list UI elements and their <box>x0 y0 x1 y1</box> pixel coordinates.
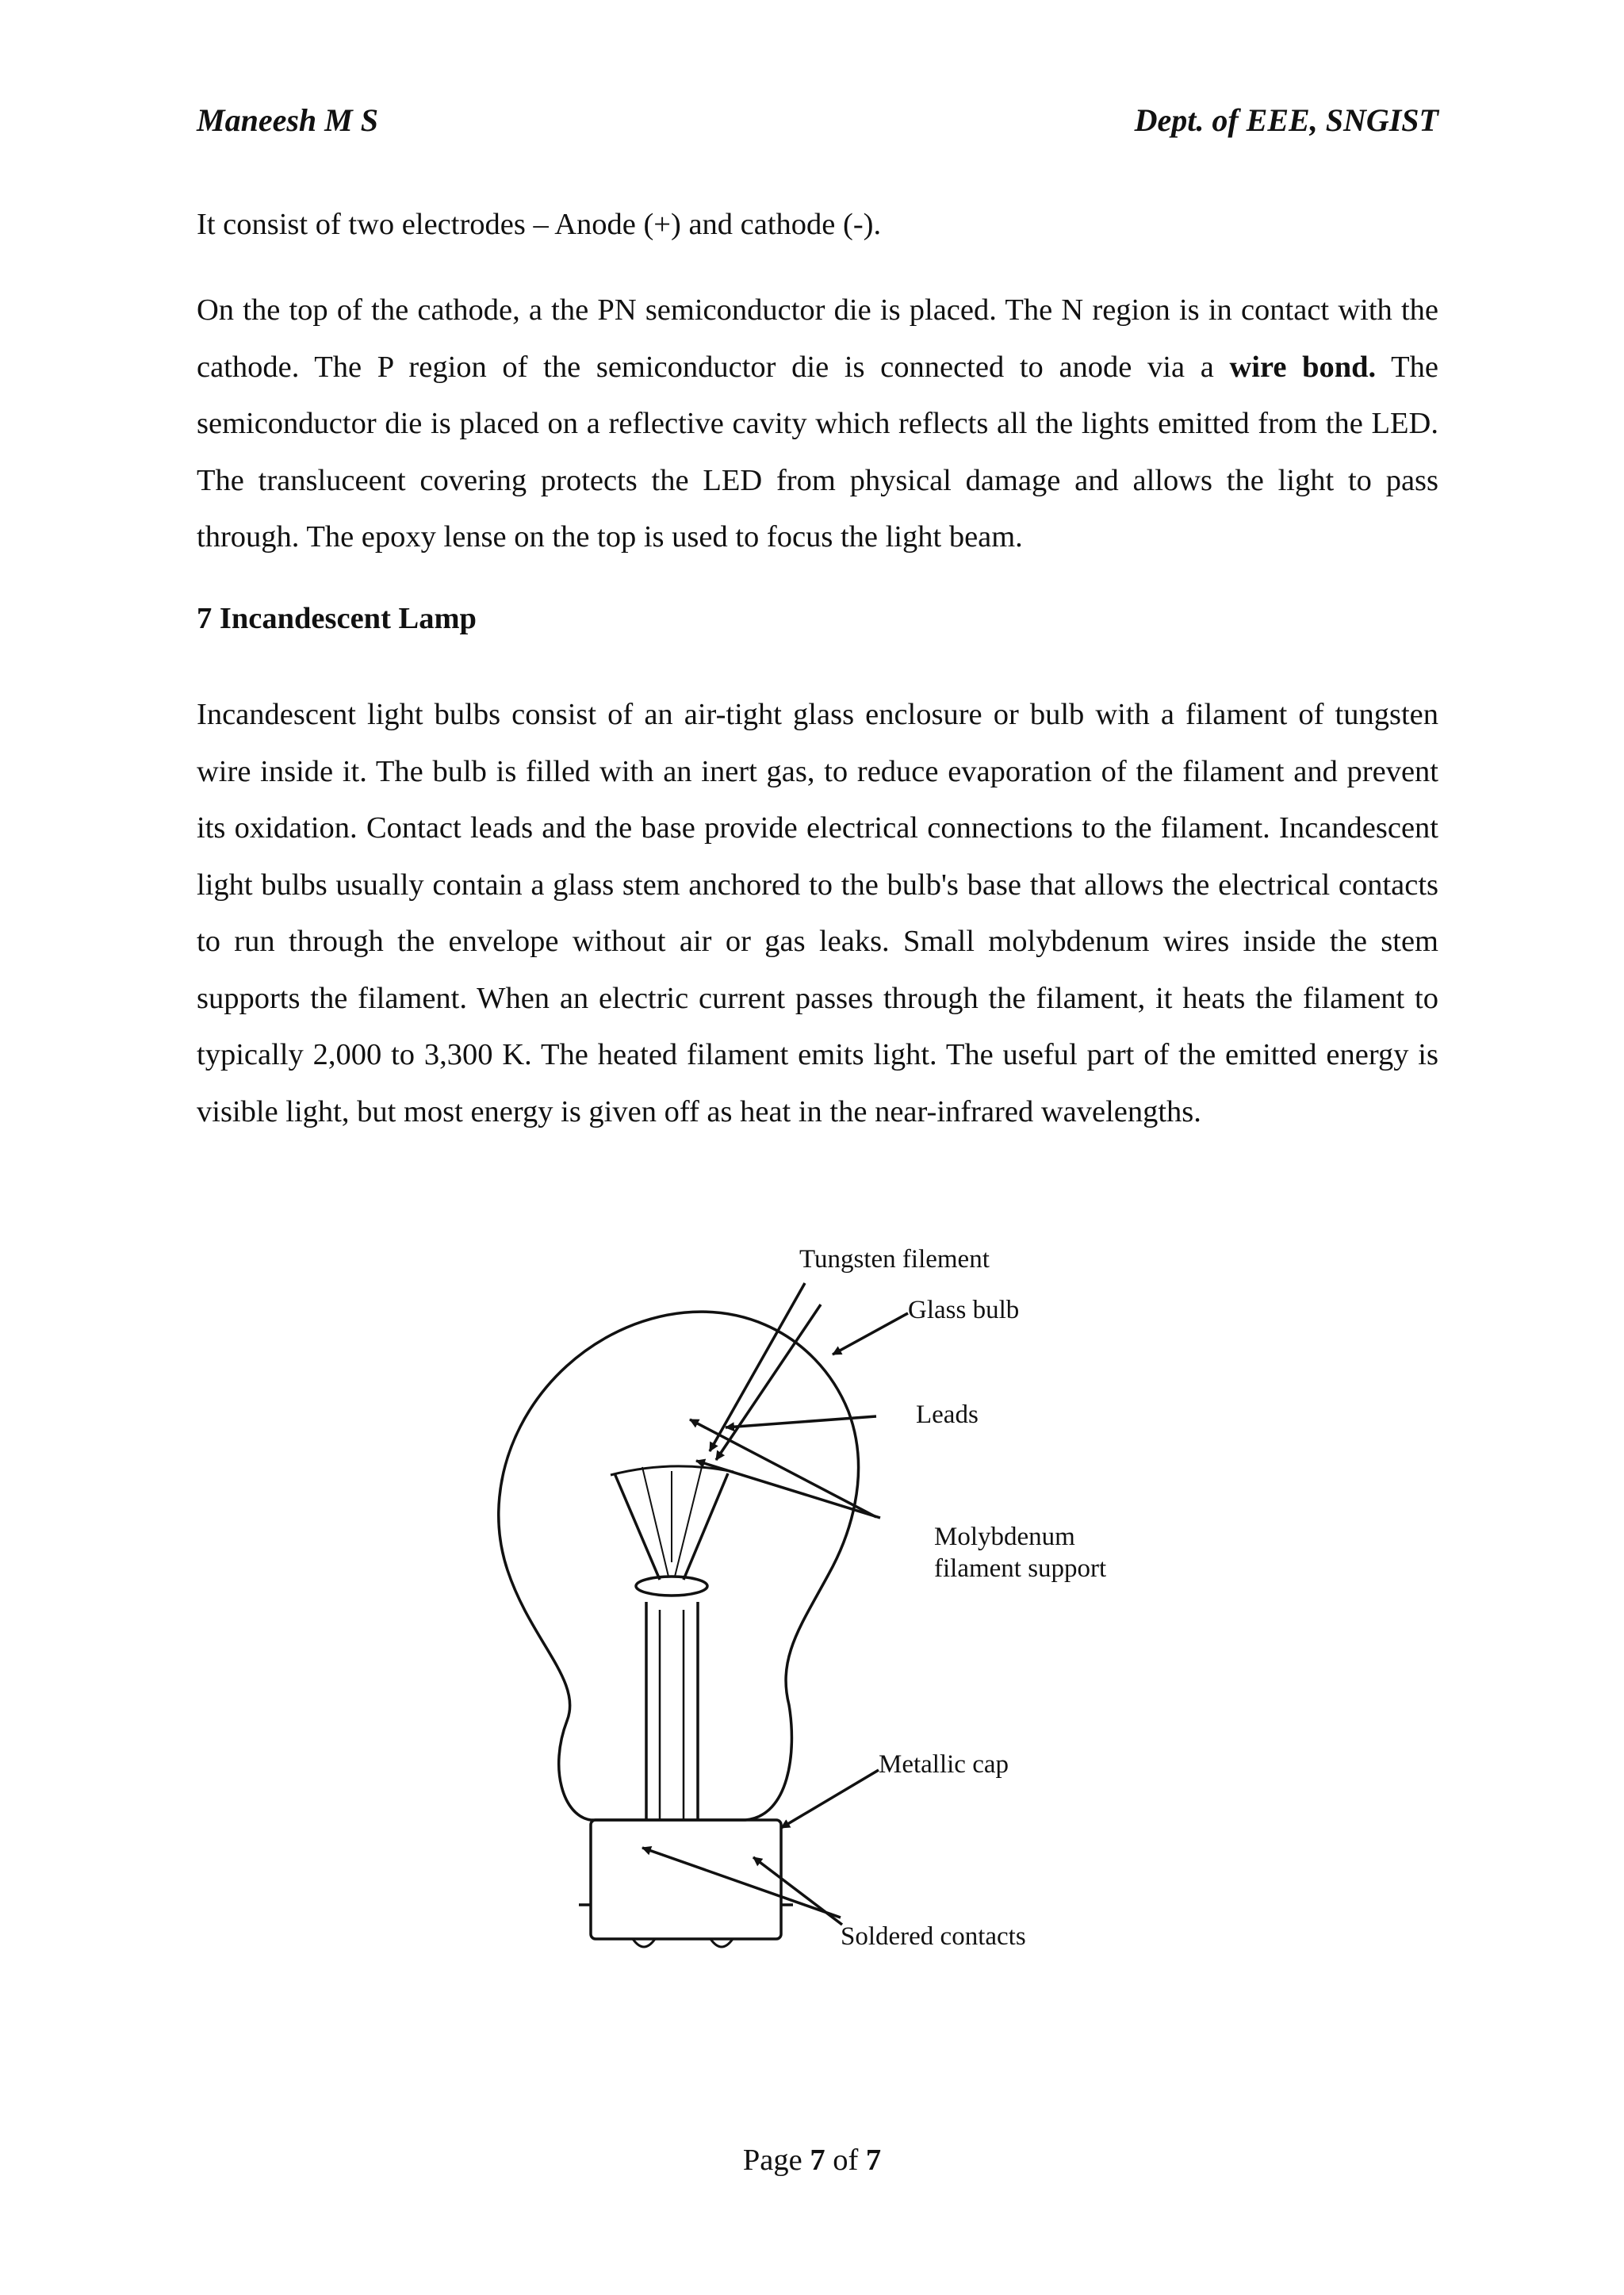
paragraph-electrodes: It consist of two electrodes – Anode (+) and cathode (-). <box>197 208 882 241</box>
page-footer <box>0 2143 1624 2178</box>
stem-collar <box>636 1577 707 1596</box>
paragraph-led-text-1: On the top of the cathode, a the PN semiconductor die is placed. The N region is in contact with the cathode. The P region of the semiconductor die is connected to anode via a <box>197 293 1438 384</box>
footer-total-pages: 7 <box>865 2144 882 2177</box>
metallic-cap <box>591 1820 781 1939</box>
label-leads: Leads <box>916 1400 979 1429</box>
lead-wire-left <box>615 1473 660 1580</box>
label-molybdenum: Molybdenum <box>934 1523 1075 1551</box>
section-heading-incandescent: 7 Incandescent Lamp <box>197 602 477 635</box>
footer-middle: of <box>825 2144 866 2177</box>
label-soldered-contacts: Soldered contacts <box>841 1922 1026 1951</box>
incandescent-lamp-diagram <box>476 1213 1158 1975</box>
paragraph-incandescent: Incandescent light bulbs consist of an air-tight glass enclosure or bulb with a filament of tungsten wire inside it. The bulb is filled with an inert gas, to reduce evaporation of the filament and prevent its oxidation. Contact leads and the base provide electrical connections to the filament. Incandescent light bulbs usually contain a glass stem anchored to the bulb's base that allows the electrical contacts to run through the envelope without air or gas leaks. Small molybdenum wires inside the stem supports the filament. When an electric current passes through the filament, it heats the filament to typically 2,000 to 3,300 K. The heated filament emits light. The useful part of the emitted energy is visible light, but most energy is given off as heat in the near-infrared wavelengths. <box>197 698 1438 1128</box>
header-author: Maneesh M S <box>197 102 378 138</box>
label-glass-bulb: Glass bulb <box>908 1296 1020 1324</box>
label-metallic-cap: Metallic cap <box>879 1750 1009 1779</box>
lead-wire-right <box>684 1473 728 1580</box>
glass-bulb-outline <box>499 1312 859 1820</box>
footer-prefix: Page <box>742 2144 810 2177</box>
paragraph-led-text-2: The semiconductor die is placed on a reflective cavity which reflects all the lights emitted from the LED. The transluceent covering protects the LED from physical damage and allows the light to pass through. The epoxy lense on the top is used to focus the light beam. <box>197 350 1438 554</box>
header-department: Dept. of EEE, SNGIST <box>1134 102 1438 138</box>
label-tungsten-filament: Tungsten filement <box>799 1245 990 1274</box>
wire-bond-term: wire bond. <box>1229 350 1377 384</box>
paragraph-led-construction <box>197 282 1438 566</box>
footer-page-number: 7 <box>810 2144 825 2177</box>
label-filament-support: filament support <box>934 1554 1107 1583</box>
